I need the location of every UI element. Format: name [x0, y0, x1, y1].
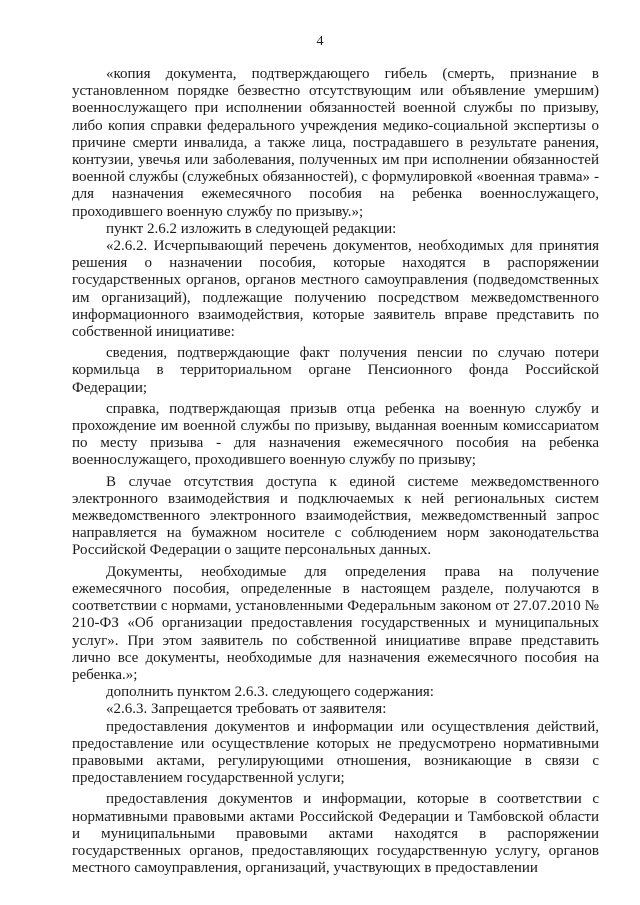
paragraph: «копия документа, подтверждающего гибель (смерть, признание в установленном порядке безвестно отсутствующим или объявление умершим) военнослужащего при исполнении обязанностей военной службы по призыву, либо копия справки федерального учреждения медико-социальной экспертизы о причине смерти инвалида, а также лица, пострадавшего в результате ранения, контузии, увечья или заболевания, полученных им при исполнении обязанностей военной службы (служебных обязанностей), с формулировкой «военная травма» - для назначения ежемесячного пособия на ребенка военнослужащего, проходившего военную службу по призыву.»;	[72, 66, 599, 220]
paragraph: дополнить пунктом 2.6.3. следующего содержания:	[106, 684, 434, 701]
paragraph: «2.6.3. Запрещается требовать от заявителя:	[106, 701, 387, 718]
page-number: 4	[316, 34, 324, 49]
paragraph: предоставления документов и информации, которые в соответствии с нормативными правовыми актами Российской Федерации и Тамбовской области и муниципальными правовыми актами находятся в распоряжении государственных органов, предоставляющих государственную услугу, органов местного самоуправления, организаций, участвующих в предоставлении	[72, 791, 599, 877]
paragraph: сведения, подтверждающие факт получения пенсии по случаю потери кормильца в территориальном органе Пенсионного фонда Российской Федерации;	[72, 345, 599, 396]
document-body	[72, 66, 599, 877]
paragraph: В случае отсутствия доступа к единой системе межведомственного электронного взаимодействия и подключаемых к ней региональных систем межведомственного электронного взаимодействия, межведомственный запрос направляется на бумажном носителе с соблюдением норм законодательства Российской Федерации о защите персональных данных.	[72, 473, 599, 559]
paragraph: Документы, необходимые для определения права на получение ежемесячного пособия, определенные в настоящем разделе, получаются в соответствии с нормами, установленными Федеральным законом от 27.07.2010 № 210-ФЗ «Об организации предоставления государственных и муниципальных услуг». При этом заявитель по собственной инициативе вправе представить лично все документы, необходимые для назначения ежемесячного пособия на ребенка.»;	[72, 563, 599, 683]
paragraph: пункт 2.6.2 изложить в следующей редакции:	[106, 220, 397, 237]
paragraph: справка, подтверждающая призыв отца ребенка на военную службу и прохождение им военной службы по призыву, выданная военным комиссариатом по месту призыва - для назначения ежемесячного пособия на ребенка военнослужащего, проходившего военную службу по призыву;	[72, 400, 599, 469]
paragraph: предоставления документов и информации или осуществления действий, предоставление или осуществление которых не предусмотрено нормативными правовыми актами, регулирующими отношения, возникающие в связи с предоставлением государственной услуги;	[72, 718, 599, 787]
paragraph: «2.6.2. Исчерпывающий перечень документов, необходимых для принятия решения о назначении пособия, которые находятся в распоряжении государственных органов, органов местного самоуправления (подведомственных им организаций), подлежащие получению посредством межведомственного информационного взаимодействия, которые заявитель вправе представить по собственной инициативе:	[72, 238, 599, 341]
